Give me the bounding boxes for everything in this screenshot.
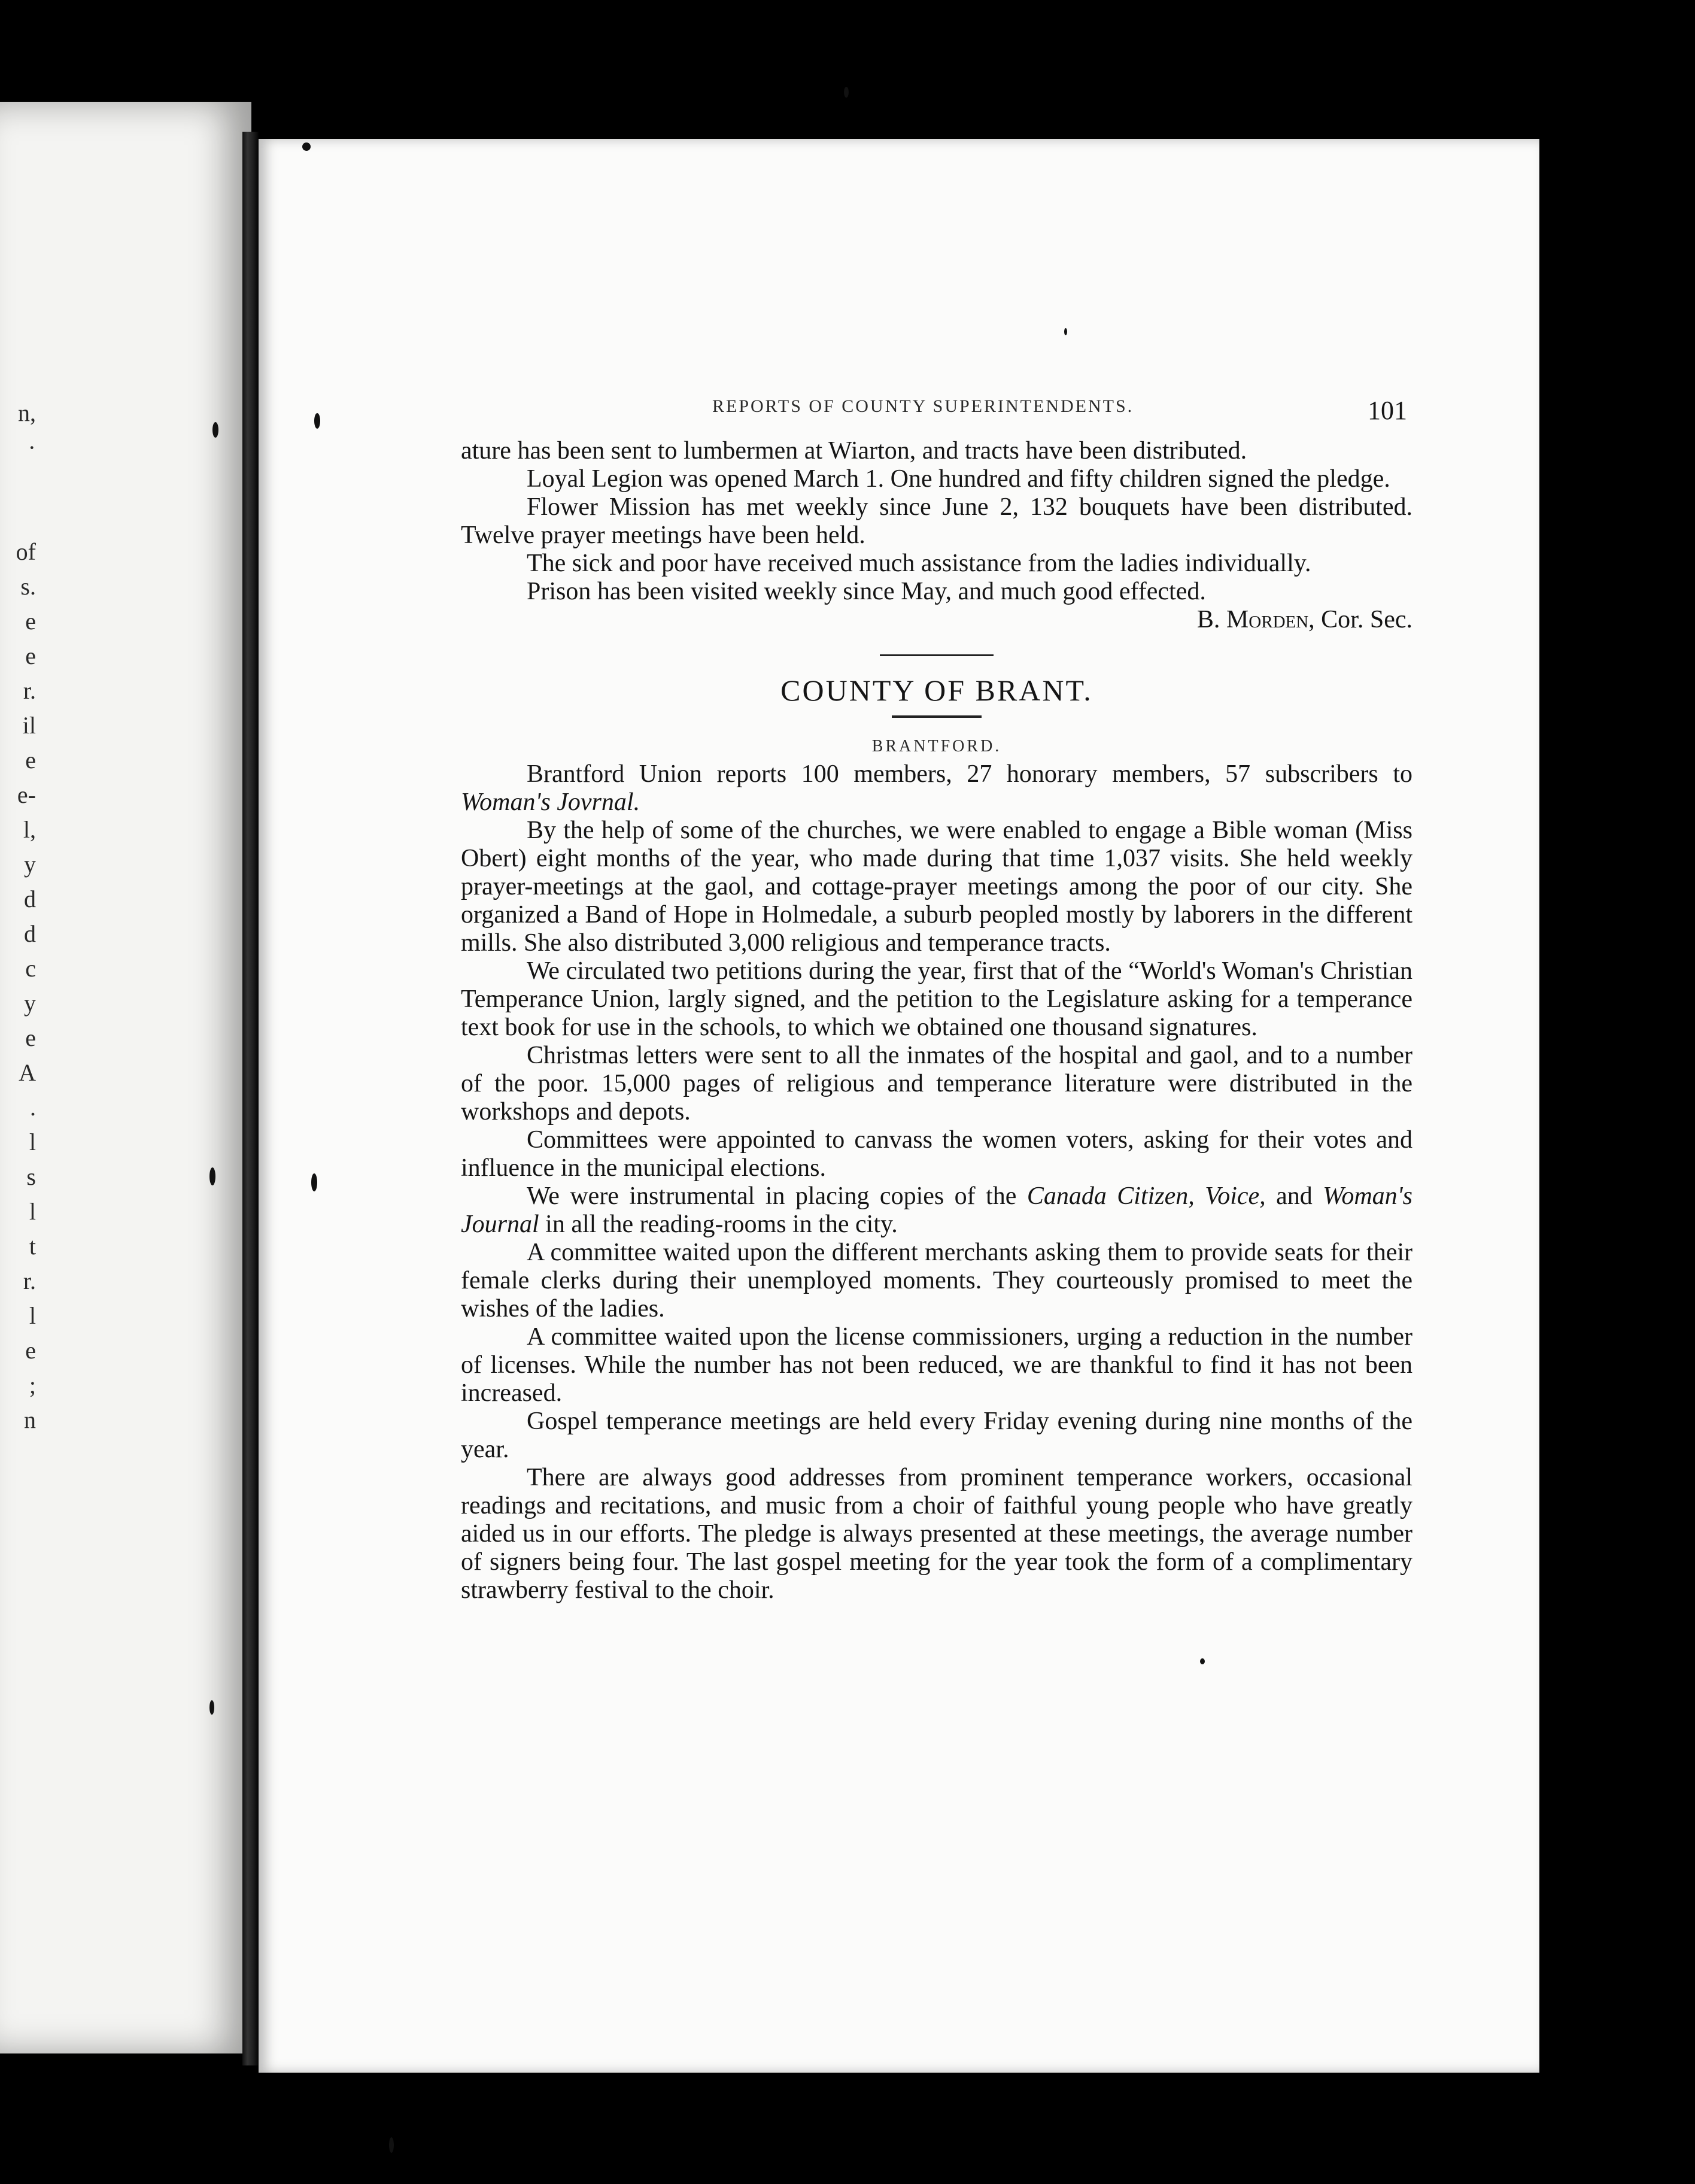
fragment: d xyxy=(24,920,36,947)
publication-title: Woman's Journal xyxy=(461,1182,1412,1238)
signature-name: B. Morden xyxy=(1196,606,1309,633)
speck xyxy=(209,1167,215,1185)
publication-title: Canada Citizen, Voice, xyxy=(1026,1182,1266,1210)
paragraph: A committee waited upon the different merchants asking them to provide seats for their female clerks during their unemployed moments. They courteously promised to meet the wishes of the ladies. xyxy=(461,1239,1412,1322)
speck xyxy=(209,1700,214,1715)
section-heading: COUNTY OF BRANT. xyxy=(780,674,1093,707)
paragraph: There are always good addresses from prominent temperance workers, occasional readings and recitations, and music from a choir of faithful young people who have greatly aided us in our efforts. The pledge is always presented at these meetings, the average number of signers being four. The last gospel meeting for the year took the form of a complimentary strawberry festival to the choir. xyxy=(461,1464,1412,1604)
signature-title: , Cor. Sec. xyxy=(1308,606,1412,633)
speck xyxy=(212,422,218,438)
fragment: d xyxy=(24,885,36,912)
speck xyxy=(1064,328,1067,335)
fragment: e xyxy=(25,1024,36,1051)
paragraph: Christmas letters were sent to all the inmates of the hospital and gaol, and to a number of the poor. 15,000 pages of religious and temperance literature were distributed in the workshops and depots. xyxy=(461,1042,1412,1126)
speck xyxy=(1200,1658,1205,1664)
fragment: l xyxy=(29,1198,36,1225)
speck xyxy=(844,87,849,98)
paragraph: ature has been sent to lumbermen at Wiarton, and tracts have been distributed. xyxy=(461,437,1247,465)
facing-page-left xyxy=(0,102,251,2053)
paragraph: We circulated two petitions during the year, first that of the “World's Woman's Christian Temperance Union, largly signed, and the petition to the Legislature asking for a temperance text book for use in the schools, to which we obtained one thousand signatures. xyxy=(461,957,1412,1041)
section-divider xyxy=(880,654,994,656)
fragment: r. xyxy=(23,677,36,704)
speck xyxy=(311,1173,317,1191)
fragment: of xyxy=(16,538,36,565)
page-number: 101 xyxy=(1368,396,1407,425)
paragraph: By the help of some of the churches, we were enabled to engage a Bible woman (Miss Obert) eight months of the year, who made during that time 1,037 visits. She held weekly prayer-meetings at the gaol, and cottage-prayer meetings among the poor of our city. She organized a Band of Hope in Holmedale, a suburb peopled mostly by laborers in the different mills. She also distributed 3,000 religious and temperance tracts. xyxy=(461,817,1412,957)
fragment: n, xyxy=(18,399,36,426)
fragment: l xyxy=(29,1129,36,1155)
paragraph: Gospel temperance meetings are held every Friday evening during nine months of the year. xyxy=(461,1408,1412,1463)
fragment: y xyxy=(24,990,36,1017)
fragment: c xyxy=(25,955,36,982)
fragment: e xyxy=(25,642,36,669)
fragment: il xyxy=(22,712,36,739)
fragment: y xyxy=(24,851,36,878)
paragraph-text: in all the reading-rooms in the city. xyxy=(539,1211,898,1238)
paragraph: The sick and poor have received much assistance from the ladies individually. xyxy=(527,550,1311,577)
paragraph: Loyal Legion was opened March 1. One hundred and fifty children signed the pledge. xyxy=(527,465,1390,493)
paragraph-text: We were instrumental in placing copies of the xyxy=(527,1182,1027,1210)
fragment: s xyxy=(26,1163,36,1190)
left-page-text-fragments xyxy=(0,401,36,1443)
fragment: e xyxy=(25,747,36,774)
journal-title: Woman's Jovrnal. xyxy=(461,788,640,816)
fragment: r. xyxy=(23,1267,36,1294)
paragraph-text: Brantford Union reports 100 members, 27 honorary members, 57 subscribers to xyxy=(527,760,1412,788)
fragment: e xyxy=(25,1337,36,1364)
fragment: l, xyxy=(23,816,36,843)
heading-rule xyxy=(892,715,982,718)
paragraph-text: and xyxy=(1265,1182,1323,1210)
section-subheading: BRANTFORD. xyxy=(871,737,1002,756)
fragment: s. xyxy=(20,573,36,600)
signature xyxy=(461,606,1412,634)
running-head: REPORTS OF COUNTY SUPERINTENDENTS. xyxy=(712,396,1134,416)
speck xyxy=(302,142,311,151)
page-body xyxy=(461,437,1412,1604)
fragment: e- xyxy=(17,781,36,808)
speck xyxy=(314,413,320,429)
paragraph xyxy=(461,1182,1412,1239)
speck xyxy=(389,2137,394,2153)
fragment: ; xyxy=(29,1372,36,1399)
fragment: e xyxy=(25,608,36,635)
paragraph: Prison has been visited weekly since May, and much good effected. xyxy=(527,578,1206,605)
paragraph: Committees were appointed to canvass the women voters, asking for their votes and influence in the municipal elections. xyxy=(461,1126,1412,1182)
fragment: . xyxy=(30,1094,36,1121)
fragment: t xyxy=(29,1233,36,1260)
paragraph: A committee waited upon the license commissioners, urging a reduction in the number of licenses. While the number has not been reduced, we are thankful to find it has not been increased. xyxy=(461,1323,1412,1407)
fragment: · xyxy=(28,434,36,461)
fragment xyxy=(0,471,36,505)
fragment: n xyxy=(24,1406,36,1433)
fragment: A xyxy=(19,1059,36,1086)
fragment: l xyxy=(29,1302,36,1329)
paragraph xyxy=(461,760,1412,817)
book-gutter xyxy=(242,132,259,2065)
paragraph: Flower Mission has met weekly since June 2, 132 bouquets have been distributed. Twelve prayer meetings have been held. xyxy=(461,493,1412,549)
fragment xyxy=(0,505,36,540)
